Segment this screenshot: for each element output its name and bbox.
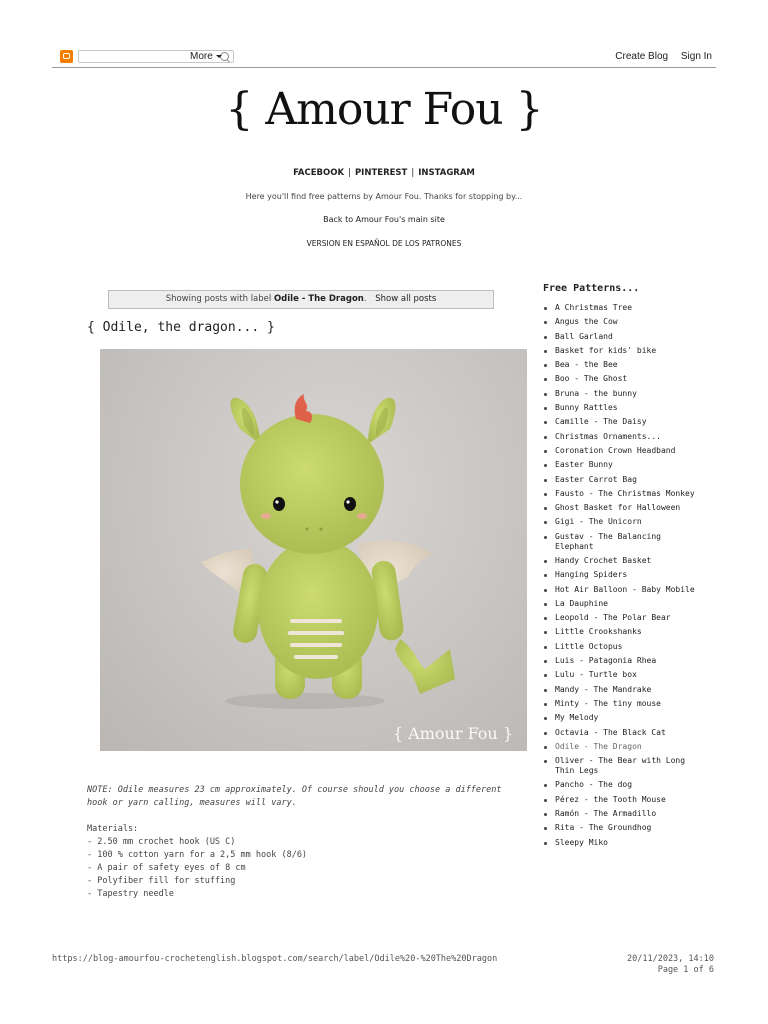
pattern-link[interactable]: Bruna - the bunny: [543, 389, 703, 399]
instagram-link[interactable]: INSTAGRAM: [418, 168, 475, 178]
post-title[interactable]: { Odile, the dragon... }: [87, 320, 275, 335]
materials-item: - 100 % cotton yarn for a 2,5 mm hook (8/6): [87, 850, 308, 860]
pattern-link[interactable]: Pérez - the Tooth Mouse: [543, 795, 703, 805]
pattern-link[interactable]: Christmas Ornaments...: [543, 432, 703, 442]
pattern-link[interactable]: Ramón - The Armadillo: [543, 809, 703, 819]
pattern-link[interactable]: Mandy - The Mandrake: [543, 685, 703, 695]
link-separator: |: [411, 168, 415, 178]
spanish-version-link[interactable]: VERSION EN ESPAÑOL DE LOS PATRONES: [306, 239, 462, 248]
dragon-photo[interactable]: [100, 349, 527, 751]
pattern-link[interactable]: Camille - The Daisy: [543, 417, 703, 427]
materials-item: - A pair of safety eyes of 8 cm: [87, 863, 246, 873]
pattern-link[interactable]: Oliver - The Bear with Long Thin Legs: [543, 756, 703, 776]
more-menu-button[interactable]: [190, 51, 222, 62]
link-separator: |: [348, 168, 351, 178]
pattern-link[interactable]: Ghost Basket for Halloween: [543, 503, 703, 513]
more-label: More: [190, 51, 213, 62]
pattern-link[interactable]: Bea - the Bee: [543, 360, 703, 370]
post-note: NOTE: Odile measures 23 cm approximately. Of course should you choose a different hook or yarn calling, measures will vary.: [87, 785, 502, 808]
label-prefix: Showing posts with label: [165, 294, 272, 304]
label-name: Odile - The Dragon: [273, 294, 364, 304]
pattern-link[interactable]: Gustav - The Balancing Elephant: [543, 532, 703, 552]
pattern-link[interactable]: Hanging Spiders: [543, 570, 703, 580]
blogger-logo-icon[interactable]: [60, 50, 73, 63]
pattern-link[interactable]: Fausto - The Christmas Monkey: [543, 489, 703, 499]
pattern-link[interactable]: Angus the Cow: [543, 317, 703, 327]
crochet-dragon-illustration: [100, 349, 527, 751]
post-body: [87, 784, 527, 901]
main-site-link[interactable]: Back to Amour Fou's main site: [323, 215, 445, 224]
pattern-link[interactable]: Little Octopus: [543, 642, 703, 652]
sidebar-free-patterns: [543, 283, 703, 852]
print-datetime: 20/11/2023, 14:10: [627, 954, 714, 964]
pattern-link[interactable]: Ball Garland: [543, 332, 703, 342]
materials-item: - Tapestry needle: [87, 889, 174, 899]
pattern-link[interactable]: Sleepy Miko: [543, 838, 703, 848]
pattern-link[interactable]: Boo - The Ghost: [543, 374, 703, 384]
blogger-navbar: [52, 46, 716, 68]
pattern-link[interactable]: Coronation Crown Headband: [543, 446, 703, 456]
pattern-link[interactable]: Leopold - The Polar Bear: [543, 613, 703, 623]
label-filter-bar: [108, 290, 494, 309]
create-blog-link[interactable]: Create Blog: [615, 51, 669, 62]
caret-down-icon: [216, 55, 222, 58]
pattern-link[interactable]: Lulu - Turtle box: [543, 670, 703, 680]
social-links: [0, 168, 768, 178]
blog-title[interactable]: { Amour Fou }: [225, 84, 543, 135]
pattern-link[interactable]: Gigi - The Unicorn: [543, 517, 703, 527]
materials-list: [87, 836, 527, 901]
pattern-link[interactable]: My Melody: [543, 713, 703, 723]
image-watermark: { Amour Fou }: [392, 724, 513, 743]
pattern-link[interactable]: Handy Crochet Basket: [543, 556, 703, 566]
pattern-link[interactable]: Odile - The Dragon: [543, 742, 703, 752]
pattern-link[interactable]: Basket for kids' bike: [543, 346, 703, 356]
pattern-link[interactable]: Pancho - The dog: [543, 780, 703, 790]
materials-item: - 2.50 mm crochet hook (US C): [87, 837, 236, 847]
pattern-link[interactable]: Octavia - The Black Cat: [543, 728, 703, 738]
label-suffix: .: [363, 294, 367, 304]
pattern-link[interactable]: La Dauphine: [543, 599, 703, 609]
print-footer: [627, 954, 714, 976]
pattern-link[interactable]: A Christmas Tree: [543, 303, 703, 313]
navbar-account-links: [605, 51, 712, 62]
pattern-link[interactable]: Bunny Rattles: [543, 403, 703, 413]
pattern-link[interactable]: Little Crookshanks: [543, 627, 703, 637]
materials-item: - Polyfiber fill for stuffing: [87, 876, 236, 886]
materials-heading: Materials:: [87, 824, 139, 834]
blog-description: Here you'll find free patterns by Amour Fou. Thanks for stopping by...: [245, 192, 523, 201]
pattern-link[interactable]: Easter Bunny: [543, 460, 703, 470]
page-number: Page 1 of 6: [657, 965, 714, 975]
facebook-link[interactable]: FACEBOOK: [293, 168, 345, 178]
show-all-posts-link[interactable]: Show all posts: [375, 294, 437, 304]
pinterest-link[interactable]: PINTEREST: [354, 168, 408, 178]
pattern-link[interactable]: Rita - The Groundhog: [543, 823, 703, 833]
pattern-link[interactable]: Hot Air Balloon - Baby Mobile: [543, 585, 703, 595]
pattern-link[interactable]: Minty - The tiny mouse: [543, 699, 703, 709]
pattern-link[interactable]: Easter Carrot Bag: [543, 475, 703, 485]
pattern-list: [543, 303, 703, 847]
page-url: https://blog-amourfou-crochetenglish.blogspot.com/search/label/Odile%20-%20The%20Dragon: [52, 954, 498, 964]
sidebar-title: Free Patterns...: [543, 283, 640, 294]
sign-in-link[interactable]: Sign In: [680, 51, 712, 62]
pattern-link[interactable]: Luis - Patagonia Rhea: [543, 656, 703, 666]
